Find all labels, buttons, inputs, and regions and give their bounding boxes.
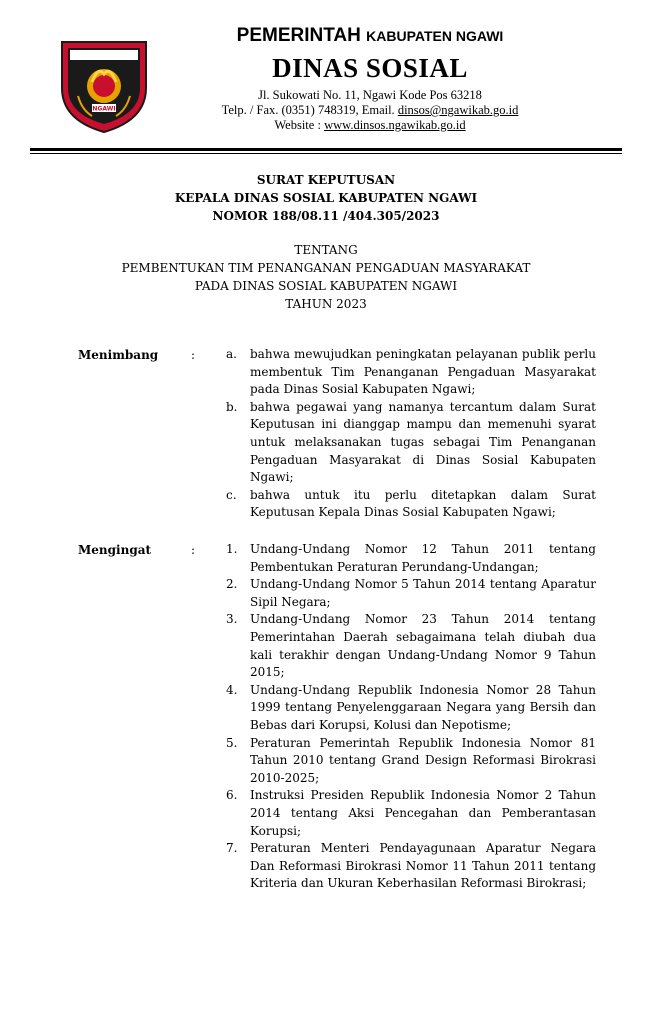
website-link[interactable]: www.dinsos.ngawikab.go.id — [324, 118, 466, 132]
government-prefix: PEMERINTAH — [236, 25, 361, 46]
list-marker: b. — [226, 399, 238, 414]
menimbang-list — [210, 346, 596, 522]
list-item — [210, 399, 596, 487]
list-marker: 6. — [226, 788, 238, 803]
header-divider-thin — [30, 153, 622, 154]
ngawi-regency-emblem-icon — [58, 38, 150, 134]
website-prefix: Website : — [274, 118, 325, 132]
about-line-2: PADA DINAS SOSIAL KABUPATEN NGAWI — [194, 279, 458, 293]
list-item-text: Instruksi Presiden Republik Indonesia Nomor 2 Tahun 2014 tentang Aksi Pencegahan dan Pemberantasan Korupsi; — [250, 788, 596, 838]
contact-line — [160, 103, 580, 118]
government-suffix: KABUPATEN NGAWI — [366, 28, 504, 44]
decree-number: NOMOR 188/08.11 /404.305/2023 — [212, 209, 440, 223]
government-name — [160, 24, 580, 48]
address-line: Jl. Sukowati No. 11, Ngawi Kode Pos 63218 — [258, 88, 482, 102]
list-marker: 7. — [226, 841, 238, 856]
header-divider-thick — [30, 148, 622, 151]
menimbang-label: Menimbang — [78, 348, 159, 362]
list-item — [210, 787, 596, 840]
list-marker: c. — [226, 487, 237, 502]
decree-issuer: KEPALA DINAS SOSIAL KABUPATEN NGAWI — [174, 191, 478, 205]
website-line — [160, 118, 580, 133]
mengingat-list — [210, 541, 596, 893]
list-marker: 2. — [226, 577, 238, 592]
about-line-1: PEMBENTUKAN TIM PENANGANAN PENGADUAN MASYARAKAT — [121, 261, 531, 275]
list-item-text: bahwa pegawai yang namanya tercantum dalam Surat Keputusan ini dianggap mampu dan memenuhi syarat untuk melaksanakan tugas sebagai Tim Penanganan Pengaduan Masyarakat di Dinas Sosial Kabupaten Ngawi; — [250, 399, 596, 485]
agency-name: DINAS SOSIAL — [272, 53, 468, 83]
list-item-text: Undang-Undang Nomor 23 Tahun 2014 tentang Pemerintahan Daerah sebagaimana telah diubah dua kali terakhir dengan Undang-Undang Nomor 9 Tahun 2015; — [250, 612, 596, 680]
list-marker: 5. — [226, 735, 238, 750]
list-item — [210, 735, 596, 788]
list-item-text: Undang-Undang Republik Indonesia Nomor 28 Tahun 1999 tentang Penyelenggaraan Negara yang Bersih dan Bebas dari Korupsi, Kolusi dan Nepotisme; — [250, 682, 596, 732]
list-item — [210, 541, 596, 576]
list-marker: a. — [226, 347, 237, 361]
list-item — [210, 576, 596, 611]
about-heading: TENTANG — [294, 243, 358, 257]
decree-title: SURAT KEPUTUSAN — [256, 173, 396, 187]
list-marker: 1. — [226, 542, 238, 556]
list-item — [210, 487, 596, 522]
logo-text: NGAWI — [92, 105, 116, 113]
list-item — [210, 840, 596, 893]
list-item-text: Undang-Undang Nomor 5 Tahun 2014 tentang Aparatur Sipil Negara; — [250, 577, 596, 609]
mengingat-label: Mengingat — [78, 543, 152, 557]
list-item — [210, 611, 596, 681]
contact-prefix: Telp. / Fax. (0351) 748319, Email. — [221, 103, 398, 117]
email-link[interactable]: dinsos@ngawikab.go.id — [397, 103, 519, 117]
menimbang-colon: : — [191, 348, 196, 362]
list-item-text: bahwa untuk itu perlu ditetapkan dalam Surat Keputusan Kepala Dinas Sosial Kabupaten Ngawi; — [250, 487, 596, 520]
list-item-text: Undang-Undang Nomor 12 Tahun 2011 tentang Pembentukan Peraturan Perundang-Undangan; — [250, 542, 596, 574]
list-marker: 4. — [226, 682, 238, 697]
list-item-text: Peraturan Menteri Pendayagunaan Aparatur Negara Dan Reformasi Birokrasi Nomor 11 Tahun 2011 tentang Kriteria dan Ukuran Keberhasilan Reformasi Birokrasi; — [250, 841, 596, 891]
mengingat-colon: : — [191, 543, 196, 557]
list-item-text: Peraturan Pemerintah Republik Indonesia Nomor 81 Tahun 2010 tentang Grand Design Reformasi Birokrasi 2010-2025; — [250, 735, 596, 785]
list-item — [210, 346, 596, 399]
about-year: TAHUN 2023 — [285, 297, 367, 311]
list-item-text: bahwa mewujudkan peningkatan pelayanan publik perlu membentuk Tim Penanganan Pengaduan Masyarakat pada Dinas Sosial Kabupaten Ngawi; — [250, 347, 596, 397]
list-item — [210, 682, 596, 735]
list-marker: 3. — [226, 612, 238, 627]
